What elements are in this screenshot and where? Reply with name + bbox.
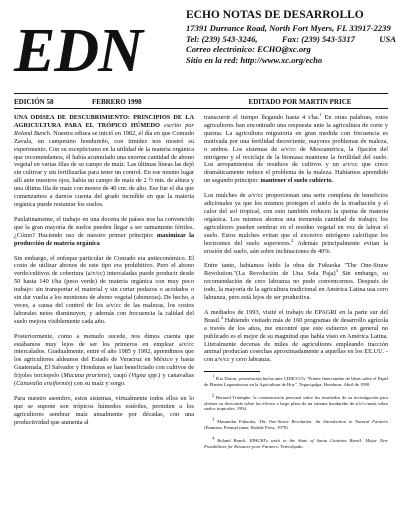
paragraph: Para nuestro asombro, estos sistemas, virtualmente todos ellos en lo que se supone son trópicos húmedos estériles, permiten a los agricultores sembrar maíz anualmente por décadas, con una productividad que aumenta al: [14, 395, 194, 426]
right-column: [204, 111, 389, 456]
paragraph-text: ), caupí (: [107, 372, 132, 380]
principle-one: maximizar la producción de materia orgánica: [14, 231, 194, 247]
paragraph: [204, 192, 388, 255]
paragraph: [204, 262, 388, 302]
email: Correo electrónico: ECHO@xc.org: [186, 44, 311, 55]
footnote-number: 1: [212, 373, 215, 379]
footnote-text: Masanobu Fukuoka,: [217, 419, 260, 425]
bottom-rule: [14, 108, 388, 109]
paragraph-text: Además principalmente evitan la erosión del suelo, aún sobre inclinaciones de 40%.: [204, 239, 389, 255]
footnote: [204, 416, 388, 431]
issue-date: FEBRERO 1998: [92, 98, 142, 106]
edition-number: EDICIÓN 58: [14, 98, 54, 106]
paragraph-text: Nuestra odisea se inició en 1982, el día en que Conrado Zavala, un campesino hondureño, con timidez nos mostró su experimento. Con su escepticismo en la utilidad de la materia orgánica que recomendamos, él había acumulado una enorme cantidad de abono vegetal en varias filas de su campo de maíz. Las últimas líneas las dejó sin cultivar y sin fertilizarlas para tener un control. En ese mismo lugar allí ante nuestros ojos, había un campo de maíz de 2 ½ mts. de altura y una última fila de maíz con menos de 40 cm. de alto. Ese fue el día que comenzamos a darnos cuenta del grado increíble en que la materia orgánica puede restaurar los suelos.: [14, 129, 194, 208]
footnote-ref: 4: [220, 314, 223, 320]
footnote-number: 3: [212, 416, 215, 422]
footnote: [204, 392, 388, 412]
paragraph-text: Posteriormente, como a menudo sucede, nos dimos cuenta que estábamos muy lejos de ser los primeros en emplear a/v/cc intercalados. Gradualmente, entre el año 1985 y 1992, aprendimos que los agricultores aldeanos del Estado de Veracruz en México y hasta Guatemala, El Salvador y Honduras se han beneficiado con cultivos de frijoles terciopelo (: [14, 332, 194, 380]
footnote-title: EPAGRI's work in the State of Santa Catarina Brazil: Major New Possibilities for Resource poor Farmers.: [204, 437, 388, 449]
publication-name: ECHO NOTAS DE DESARROLLO: [186, 9, 364, 21]
website: Sitio en la red: http://www.xc.org/echo: [186, 54, 323, 65]
paragraph-text: En otras palabras, estos agricultores han encontrado una respuesta ante la agricultura de corte y quema. La agricultura migratoria en gran medida con frecuencia es motivada por una fertilidad decreciente, mayores problemas de maleza, o ambos. Los sistemas de a/v/cc de Mesoamérica, la fijación del nitrógeno y el reciclaje de la biomasa mantiene la fertilidad del suelo. Los arropamientos de residuos de cultivos y un a/v/cc que crece dramáticamente reduce el problema de la maleza. Habiamos aprendido un segundo principio:: [204, 114, 388, 185]
footnote-ref: 1: [319, 111, 322, 117]
footnote-text: Bernard Triomphe, la comunicación personal sobre los resultados de su investigación para obtener su doctorado sobre los efectos a largo plazo de un sistema hondureño de a/v/cc/maíz sobre suelos tropicales. 1994.: [204, 394, 388, 412]
paragraph: [14, 333, 194, 388]
article-intro: [14, 114, 194, 209]
footnote: [204, 373, 388, 388]
masthead: [0, 0, 400, 92]
paragraph-text: Entre tanto, habíamos leído la obra de Fukuoka "The One-Straw Revolution."(La Revolución de Una Sola Paja): [204, 262, 388, 278]
phone-row: [186, 34, 396, 45]
telephone: Tel: (239) 543-3246,: [186, 33, 258, 44]
top-rule: [14, 93, 388, 94]
footnote-divider: [204, 371, 260, 372]
species-name: Canavalia ensiformis: [16, 380, 71, 388]
footnote-ref: 3: [335, 268, 338, 274]
article-byline: escrito por Roland Bunch.: [14, 121, 194, 137]
publisher-info: [186, 8, 396, 65]
principle-two: mantener el suelo cubierto.: [260, 177, 334, 185]
editor-credit: EDITADO POR MARTIN PRICE: [248, 98, 352, 106]
footnote-text: Tetecolpado.: [279, 443, 304, 449]
footnote-text: (Emmaus, Pennsylvania: Rodale Press. 1978).: [204, 425, 289, 431]
address: 17391 Durrance Road, North Fort Myers, FL 33917-2239: [186, 23, 391, 33]
paragraph-text: Sin embargo, su recomendación de cero labranza no pudo convencernos. Después de todo, la mayoría de la agricultura tradicional en América Latina usa cero labranza, pero está lejos de ser productiva.: [204, 270, 389, 302]
paragraph: [14, 216, 194, 248]
fax: Fax: (239) 543-5317: [281, 33, 355, 44]
footnote-title: The One-Straw Revolution. An Introduction to Natural Farmers: [259, 419, 388, 425]
species-name: Vigna spp.: [131, 372, 159, 380]
paragraph-text: Los mulches de a/v/cc proporcionan una serie completa de beneficios adicionales ya que los mismos protegen el suelo de la irradiación y el calor del sol tropical, con esto también reducen la quema de materia orgánica. Los mismos abonos una tremenda cantidad de trabajo; los agricultores pueden sembrar en el residuo vegetal en vez de labrar el suelo. Estos mulches evitan que el excesivo nitrógeno calcifique los horizontes del suelo superiores.: [204, 192, 388, 247]
country: USA: [379, 33, 396, 44]
left-column: [14, 114, 194, 434]
species-name: Mucuna pruriens: [63, 372, 108, 380]
paragraph-text: ) y canavalias (: [14, 372, 194, 388]
footnote-text: Roland Bunch.: [217, 437, 250, 443]
paragraph: [204, 111, 388, 185]
paragraph-text: Paulatinamente, el trabajo en una docena de países nos ha convencido que la gran mayoría de suelos pueden llegar a ser sumamente fértiles. ¿Cómo? Haciendo uso de nuestro primer principio:: [14, 215, 194, 239]
paragraph: Sin embargo, el enfoque particular de Conrado era antieconómico. El costo de utilizar abonos de este tipo era prohibitivo. Pero el abono verde/cultivos de cobertura (a/v/cc) intercaladas puede producir desde 50 hasta 140 t/ha (peso verde) de materia orgánica con muy poco trabajo: sin transportar el material y sin cortar pedazos o acodados o sin dar vuelta a los montones de abono vegetal (aboneras). De hecho, a veces, a causa del control de los a/v/cc de las malezas, los costos laborales netos disminuyen, y además con frecuencia la calidad del suelo mejora visiblemente cada año.: [14, 254, 194, 325]
article-title: UNA ODISEA DE DESCUBRIMIENTO: PRINCIPIOS DE LA AGRICULTURA PARA EL TRÓPICO HÚMEDO: [14, 114, 194, 129]
paragraph: [204, 309, 388, 364]
footnote-number: 2: [212, 392, 215, 398]
footnote-ref: 2: [291, 237, 294, 243]
paragraph-text: transcurrir el tiempo llegando hasta 4 t/ha.: [204, 114, 320, 121]
paragraph-text: Habiendo visitado más de 160 programas de desarrollo agrícola a través de los años, me encontré que este esfuerzo en general no publicado es el mejor de su magnitud que había visto en América Latina. Literalmente decenas de miles de agricultores empleando tracción animal producían cosechas aproximadamente a aquellas en los EE.UU. - con a/v/cc y cero labranza.: [204, 316, 388, 364]
footnote: [204, 435, 388, 450]
paragraph-text: A mediados de 1993, visité el trabajo de EPAGRI en la parte sur del Brasil.: [204, 308, 388, 324]
edn-logo: EDN: [14, 17, 142, 85]
paragraph-text: ) con su maíz y sorgo.: [70, 380, 126, 388]
issue-bar: [14, 96, 388, 108]
footnote-number: 4: [212, 435, 215, 441]
footnote-text: Elio Duron, presentación hecha ante CIDICCO's "Primer Intercambio de Ideas sobre el Papel de Plantas Leguminosas en la Agricultura de Hoy", Tegucigalpa, Honduras. Abril de 1990.: [204, 376, 388, 388]
